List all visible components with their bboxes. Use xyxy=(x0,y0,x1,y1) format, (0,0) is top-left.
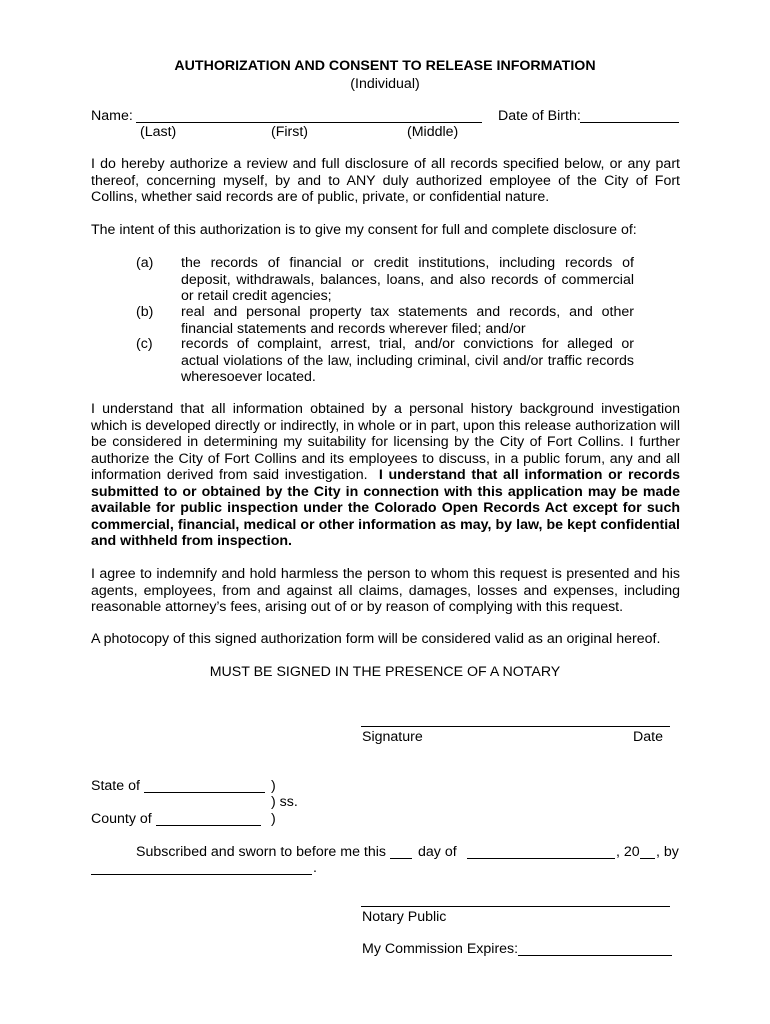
commission-label: My Commission Expires: xyxy=(362,941,519,957)
photocopy-paragraph: A photocopy of this signed authorization form will be considered valid as an original hereof. xyxy=(91,631,661,647)
county-field-line[interactable] xyxy=(156,825,261,826)
commission-field-line[interactable] xyxy=(518,955,672,956)
date-label: Date xyxy=(633,729,663,745)
state-field-line[interactable] xyxy=(144,792,265,793)
name-part-middle: (Middle) xyxy=(407,124,459,140)
signature-line[interactable] xyxy=(361,726,670,727)
investigation-text: I understand that all information obtained by a personal history background investigation which is developed directly or indirectly, in whole or in part, upon this release authorization will be considered in determining my suitability for licensing by the City of Fort Collins. I further authorize the City of Fort Collins and its employees to discuss, in a public forum, any and all information derived from said investigation. xyxy=(91,401,680,483)
list-item-b: real and personal property tax statements and records, and other financial statements and records wherever filed; and/or xyxy=(181,304,634,337)
dob-label: Date of Birth: xyxy=(498,108,581,124)
sworn-text-3: , 20 xyxy=(616,844,640,860)
signature-label: Signature xyxy=(362,729,423,745)
state-label: State of xyxy=(91,778,140,794)
county-label: County of xyxy=(91,811,152,827)
dob-field-line[interactable] xyxy=(580,122,679,123)
county-bracket: ) xyxy=(271,811,276,827)
name-label: Name: xyxy=(91,108,133,124)
sworn-end: . xyxy=(313,860,317,876)
list-letter-a: (a) xyxy=(136,255,154,271)
list-letter-b: (b) xyxy=(136,304,154,320)
name-part-first: (First) xyxy=(271,124,309,140)
notary-public-label: Notary Public xyxy=(362,909,447,925)
sworn-month-line[interactable] xyxy=(467,858,615,859)
sworn-text-1: Subscribed and sworn to before me this xyxy=(136,844,386,860)
name-field-line[interactable] xyxy=(136,122,482,123)
sworn-by-line[interactable] xyxy=(91,874,312,875)
intent-paragraph: The intent of this authorization is to give my consent for full and complete disclosure of: xyxy=(91,222,637,238)
sworn-text-2: day of xyxy=(418,844,457,860)
sworn-year-line[interactable] xyxy=(640,858,655,859)
document-title: AUTHORIZATION AND CONSENT TO RELEASE INFORMATION xyxy=(174,58,596,74)
list-letter-c: (c) xyxy=(136,336,153,352)
state-bracket: ) xyxy=(271,778,276,794)
sworn-day-line[interactable] xyxy=(390,858,412,859)
document-subtitle: (Individual) xyxy=(350,76,420,92)
notary-signature-line[interactable] xyxy=(361,906,670,907)
name-part-last: (Last) xyxy=(140,124,177,140)
open-records-notice: I understand that all information or records submitted to or obtained by the City in connection with this application may be made available for public inspection under the Colorado Open Records Act except for such commercial, financial, medical or other information as may, by law, be kept confidential and withheld from inspection. xyxy=(91,467,680,549)
notary-notice: MUST BE SIGNED IN THE PRESENCE OF A NOTARY xyxy=(209,664,561,680)
indemnify-paragraph: I agree to indemnify and hold harmless the person to whom this request is presented and his agents, employees, from and against all claims, damages, losses and expenses, including reasonable attorney’s fees, arising out of or by reason of complying with this request. xyxy=(91,566,680,615)
sworn-text-4: , by xyxy=(656,844,679,860)
ss-label: ) ss. xyxy=(271,794,298,810)
investigation-paragraph xyxy=(91,401,680,550)
list-item-a: the records of financial or credit institutions, including records of deposit, withdrawals, balances, loans, and also records of commercial or retail credit agencies; xyxy=(181,255,634,304)
authorization-paragraph: I do hereby authorize a review and full disclosure of all records specified below, or any part thereof, concerning myself, by and to ANY duly authorized employee of the City of Fort Collins, whether said records are of public, private, or confidential nature. xyxy=(91,156,680,205)
list-item-c: records of complaint, arrest, trial, and/or convictions for alleged or actual violations of the law, including criminal, civil and/or traffic records wheresoever located. xyxy=(181,336,634,385)
